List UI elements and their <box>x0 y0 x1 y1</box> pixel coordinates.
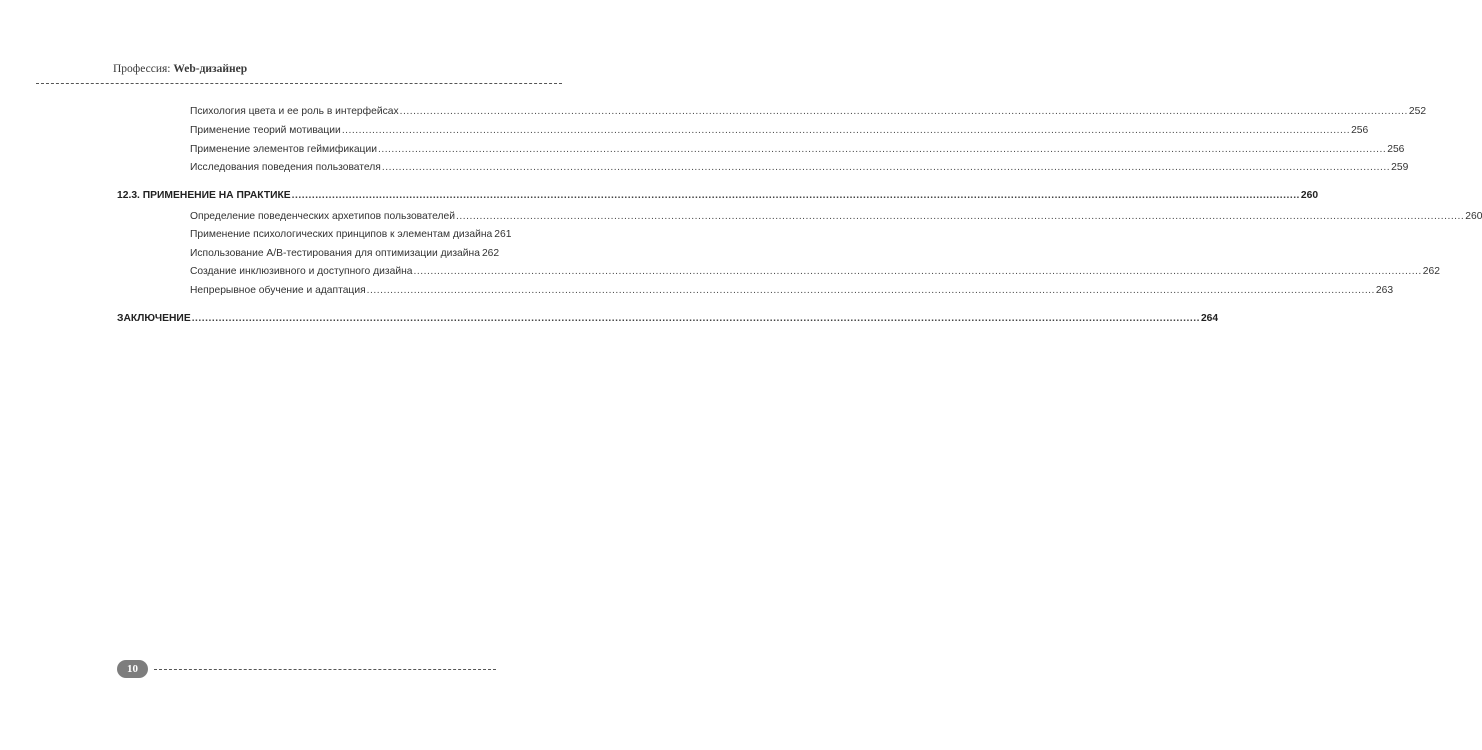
toc-leader-dots: ............................................................................................................................................................................................................................................................................................................ <box>377 144 1387 155</box>
toc-subsection-entry <box>190 284 1394 298</box>
toc-leader-dots: ............................................................................................................................................................................................................................................................................................................ <box>413 266 1422 277</box>
toc-subsection-entry <box>190 161 1409 175</box>
toc-subsection-entry <box>190 124 1369 138</box>
toc-subsection-entry <box>190 210 1482 224</box>
toc-entry-title: Непрерывное обучение и адаптация <box>190 285 366 296</box>
header-title: Web-дизайнер <box>173 63 248 75</box>
toc-entry-title: Психология цвета и ее роль в интерфейсах <box>190 106 399 117</box>
toc-leader-dots: ............................................................................................................................................................................................................................................................................................................ <box>366 285 1375 296</box>
toc-entry-page: 261 <box>494 229 512 240</box>
toc-leader-dots: ............................................................................................................................................................................................................................................................................................................ <box>456 211 1465 222</box>
toc-entry-title: Использование A/B-тестирования для оптимизации дизайна <box>190 248 480 259</box>
toc-entry-page: 252 <box>1408 106 1427 117</box>
toc-entry-page: 262 <box>481 248 500 259</box>
toc-entry-page: 260 <box>1465 211 1482 222</box>
toc-entry-title: Исследования поведения пользователя <box>190 162 381 173</box>
toc-leader-dots: ............................................................................................................................................................................................................................................................................................................ <box>341 125 1351 136</box>
toc-entry-title: Применение психологических принципов к элементам дизайна <box>190 229 493 240</box>
toc-subsection-entry <box>190 143 1405 157</box>
toc-leader-dots: ............................................................................................................................................................................................................................................................................................................ <box>291 190 1300 201</box>
toc-leader-dots: ............................................................................................................................................................................................................................................................................................................ <box>399 106 1408 117</box>
toc-section-entry <box>117 312 1219 326</box>
toc-entry-page: 262 <box>1422 266 1440 277</box>
toc-entry-title: Применение теорий мотивации <box>190 125 341 136</box>
toc-section-entry <box>117 189 1319 203</box>
toc-entry-title: Определение поведенческих архетипов пользователей <box>190 211 456 222</box>
toc-subsection-entry <box>190 105 1427 119</box>
toc-subsection-entry <box>190 265 1440 279</box>
toc-entry-title: ЗАКЛЮЧЕНИЕ <box>117 313 191 324</box>
toc-entry-page: 259 <box>1391 162 1409 173</box>
toc-leader-dots: ............................................................................................................................................................................................................................................................................................................ <box>381 162 1391 173</box>
toc-entry-page: 263 <box>1375 285 1394 296</box>
toc-entry-page: 256 <box>1351 125 1369 136</box>
toc-entry-page: 256 <box>1387 144 1405 155</box>
page-number: 10 <box>127 663 138 675</box>
toc-subsection-entry <box>190 247 500 261</box>
toc-entry-title: Применение элементов геймификации <box>190 144 377 155</box>
toc-entry-title: Создание инклюзивного и доступного дизайна <box>190 266 413 277</box>
toc-entry-title: 12.3. ПРИМЕНЕНИЕ НА ПРАКТИКЕ <box>117 190 291 201</box>
page-number-badge <box>117 660 148 678</box>
toc-entry-page: 260 <box>1300 190 1319 201</box>
toc-leader-dots: ............................................................................................................................................................................................................................................................................................................ <box>191 313 1200 324</box>
footer-divider <box>154 669 496 670</box>
toc-subsection-entry <box>190 228 512 242</box>
toc-entry-page: 264 <box>1200 313 1219 324</box>
header-prefix: Профессия: <box>113 63 171 75</box>
